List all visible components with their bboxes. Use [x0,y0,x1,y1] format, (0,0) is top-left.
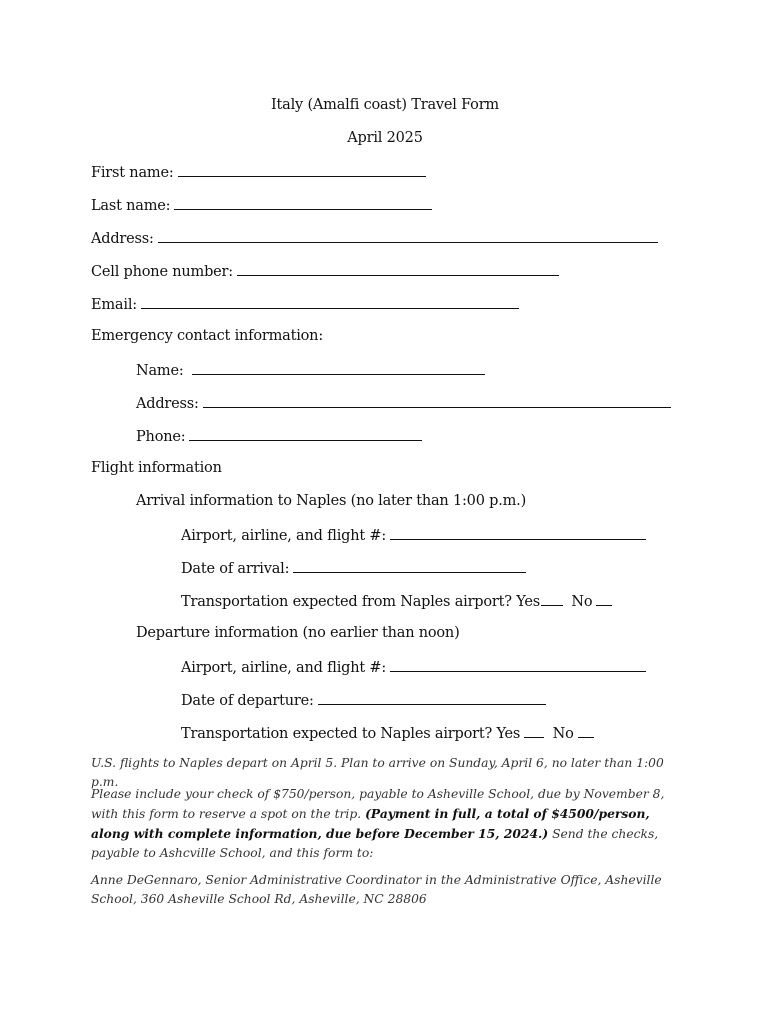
departure-yes-blank[interactable] [524,723,544,738]
emergency-phone-blank[interactable] [189,426,422,441]
emergency-address-blank[interactable] [203,393,671,408]
contact-address: Anne DeGennaro, Senior Administrative Coordinator in the Administrative Office, Asheville School, 360 Asheville School Rd, Asheville, NC 28806 [91,873,662,906]
first-name-blank[interactable] [178,162,426,177]
arrival-date-label: Date of arrival: [181,561,290,577]
departure-transport-row [181,723,594,743]
departure-date-row [181,690,546,710]
departure-airport-label: Airport, airline, and flight #: [181,660,387,676]
arrival-no-label: No [571,594,593,610]
departure-airport-blank[interactable] [390,657,646,672]
first-name-row [91,162,426,182]
emergency-name-blank[interactable] [192,360,485,375]
arrival-yes-blank[interactable] [541,591,563,606]
arrival-heading: Arrival information to Naples (no later than 1:00 p.m.) [136,493,527,509]
departure-no-blank[interactable] [578,723,594,738]
arrival-airport-label: Airport, airline, and flight #: [181,528,387,544]
last-name-blank[interactable] [174,195,432,210]
flight-heading: Flight information [91,460,222,476]
departure-date-label: Date of departure: [181,693,314,709]
address-blank[interactable] [158,228,658,243]
cell-phone-label: Cell phone number: [91,264,233,280]
arrival-airport-row [181,525,646,545]
emergency-address-row [136,393,671,413]
cell-phone-blank[interactable] [237,261,559,276]
payment-outro: Send the checks, payable to Ashcville School, and this form to: [91,827,659,860]
last-name-row [91,195,432,215]
address-row [91,228,658,248]
emergency-phone-row [136,426,422,446]
cell-phone-row [91,261,559,281]
departure-no-label: No [552,726,574,742]
departure-transport-label: Transportation expected to Naples airport? Yes [181,726,521,742]
payment-deadline: (Payment in full, a total of $4500/person, along with complete information, due before December 15, 2024.) [91,806,650,841]
payment-note [91,785,691,863]
departure-date-blank[interactable] [318,690,546,705]
last-name-label: Last name: [91,198,171,214]
emergency-heading: Emergency contact information: [91,328,324,344]
emergency-phone-label: Phone: [136,429,186,445]
email-label: Email: [91,297,137,313]
arrival-no-blank[interactable] [596,591,612,606]
emergency-name-label: Name: [136,363,184,379]
email-blank[interactable] [141,294,519,309]
departure-airport-row [181,657,646,677]
emergency-name-row [136,360,485,380]
address-label: Address: [91,231,154,247]
email-row [91,294,519,314]
form-title: Italy (Amalfi coast) Travel Form [271,97,499,113]
arrival-transport-label: Transportation expected from Naples airport? Yes [181,594,540,610]
form-date: April 2025 [347,130,423,146]
departure-heading: Departure information (no earlier than noon) [136,625,460,641]
flights-note: U.S. flights to Naples depart on April 5. Plan to arrive on Sunday, April 6, no later than 1:00 p.m. [91,756,664,789]
first-name-label: First name: [91,165,174,181]
arrival-airport-blank[interactable] [390,525,646,540]
arrival-transport-row [181,591,612,611]
payment-intro: Please include your check of $750/person, payable to Asheville School, due by November 8, with this form to reserve a spot on the trip. [91,787,665,821]
emergency-address-label: Address: [136,396,199,412]
arrival-date-row [181,558,526,578]
arrival-date-blank[interactable] [293,558,526,573]
